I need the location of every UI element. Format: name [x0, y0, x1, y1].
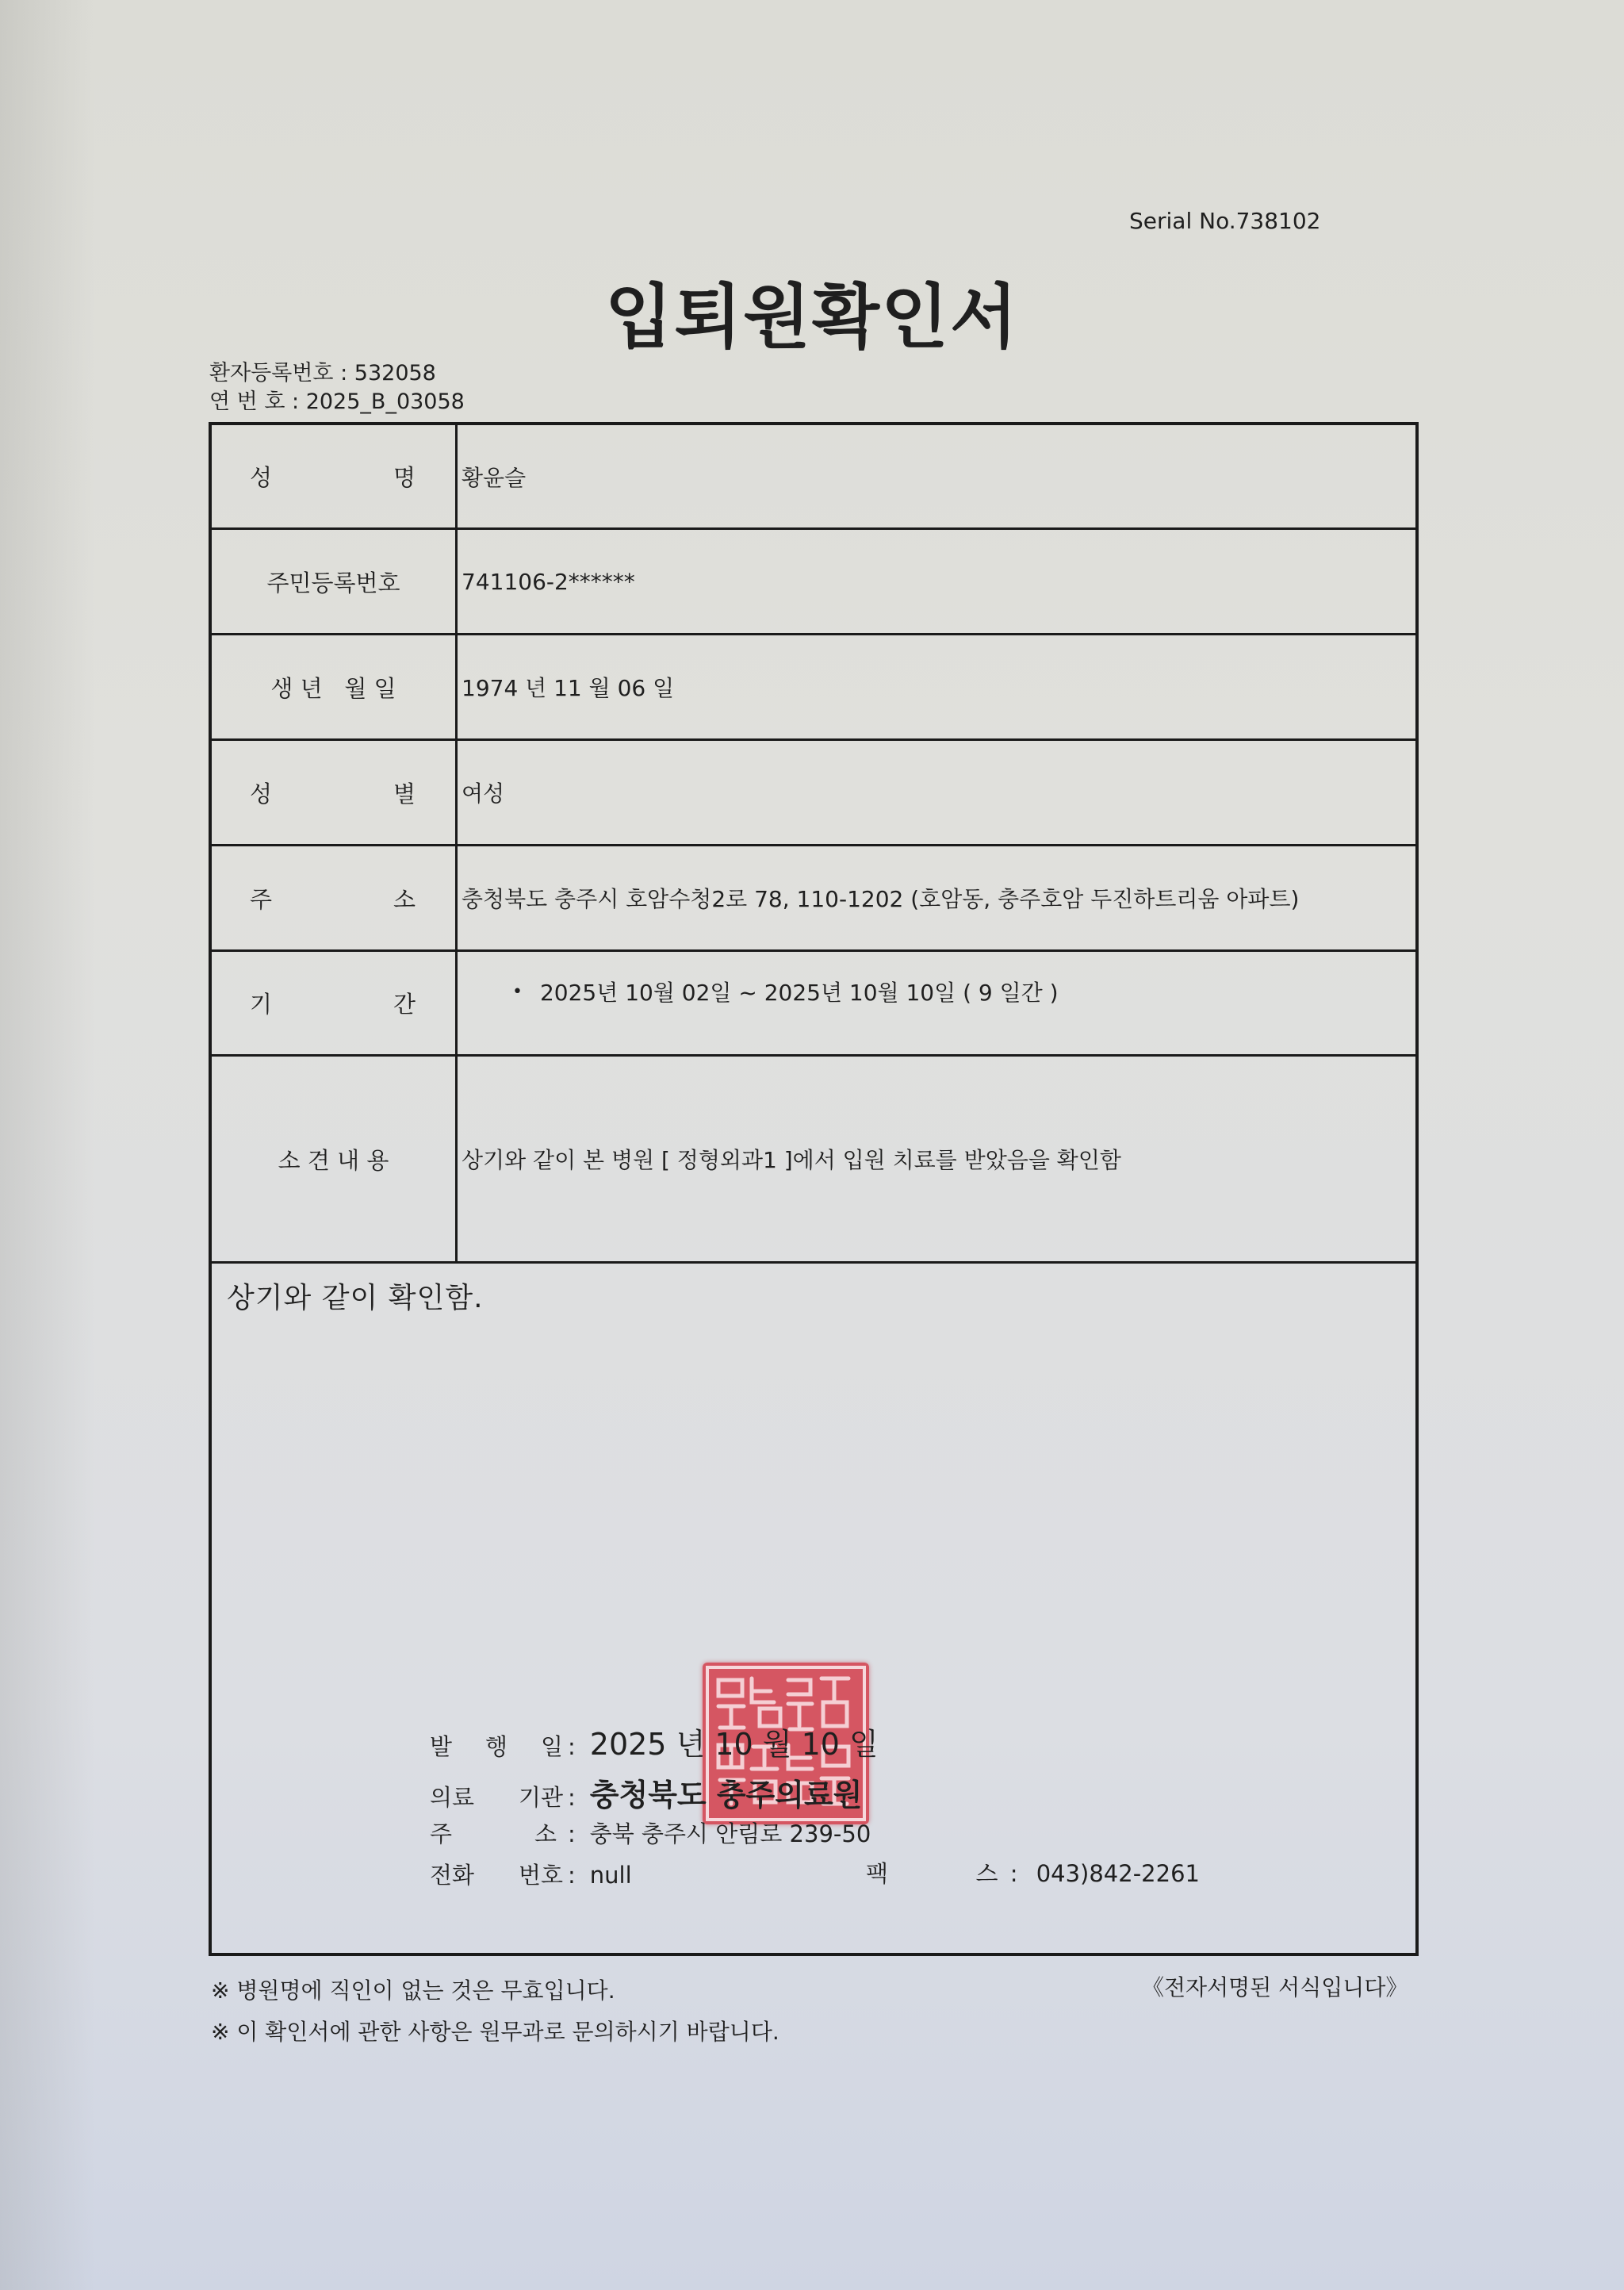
- issuer-address-value: 충북 충주시 안림로 239-50: [589, 1820, 871, 1847]
- serial-no-value: 2025_B_03058: [305, 389, 465, 414]
- fax-label-char: 스: [975, 1860, 998, 1887]
- serial-no-label: 연 번 호: [209, 389, 285, 414]
- footnote-inquiry: ※ 이 확인서에 관한 사항은 원무과로 문의하시기 바랍니다.: [211, 2019, 779, 2045]
- phone-label: [430, 1858, 563, 1890]
- institution-value: 충청북도 충주의료원: [589, 1778, 863, 1812]
- rrn-value: 741106-2******: [462, 568, 635, 595]
- opinion-label: 소 견 내 용: [278, 1146, 389, 1174]
- name-label: [212, 425, 455, 527]
- issue-colon: :: [568, 1820, 576, 1847]
- patient-registration-label: 환자등록번호: [209, 361, 334, 386]
- serial-no-line: [209, 384, 465, 415]
- fax-colon: :: [1009, 1860, 1018, 1887]
- issuer-address-label-char: 소: [534, 1820, 557, 1847]
- period-bullet: •: [512, 981, 523, 1002]
- period-value: [462, 952, 1405, 1031]
- birth-label: 생 년 월 일: [270, 674, 396, 702]
- address-label: [212, 846, 455, 949]
- table-row-divider: [212, 1261, 1415, 1264]
- serial-number: Serial No.738102: [1129, 208, 1321, 234]
- phone-label-char: 번호: [518, 1862, 563, 1889]
- issuer-address-label-char: 주: [430, 1820, 453, 1847]
- name-value: 황윤슬: [462, 464, 527, 491]
- issuer-address-label: [430, 1816, 563, 1849]
- period-label-char: 기: [250, 991, 273, 1018]
- address-label-char: 주: [250, 885, 273, 913]
- meta-colon: :: [292, 389, 306, 414]
- issue-date-value: 2025 년 10 월 10 일: [589, 1727, 879, 1762]
- fax-label-char: 팩: [866, 1860, 889, 1887]
- period-text: 2025년 10월 02일 ~ 2025년 10월 10일 ( 9 일간 ): [539, 980, 1059, 1006]
- phone-value: null: [589, 1862, 632, 1889]
- footnote-electronic-signature: 《전자서명된 서식입니다》: [1142, 1974, 1408, 2000]
- issue-date-label-char: 일: [540, 1733, 563, 1760]
- name-label-char: 성: [250, 464, 273, 491]
- issuer-address-row: [430, 1816, 871, 1849]
- institution-row: [430, 1770, 862, 1814]
- institution-label: [430, 1780, 563, 1812]
- rrn-label: 주민등록번호: [266, 569, 400, 596]
- issue-colon: :: [568, 1733, 576, 1760]
- period-label-char: 간: [393, 991, 416, 1018]
- patient-registration-line: [209, 355, 436, 386]
- sex-value: 여성: [462, 781, 505, 807]
- institution-label-char: 기관: [518, 1784, 563, 1811]
- address-label-char: 소: [393, 885, 416, 913]
- phone-label-char: 전화: [430, 1862, 475, 1889]
- sex-label-char: 별: [393, 780, 416, 807]
- sex-label-char: 성: [250, 780, 273, 807]
- issue-date-label: [430, 1729, 563, 1762]
- issue-colon: :: [568, 1862, 576, 1889]
- phone-row: [430, 1858, 632, 1890]
- confirmation-text: 상기와 같이 확인함.: [227, 1282, 484, 1314]
- issue-date-label-char: 행: [485, 1733, 508, 1760]
- address-value: 충청북도 충주시 호암수청2로 78, 110-1202 (호암동, 충주호암 두진하트리움 아파트): [462, 886, 1300, 912]
- birth-value: 1974 년 11 월 06 일: [462, 675, 675, 701]
- issue-date-label-char: 발: [430, 1733, 453, 1760]
- issue-date-row: [430, 1720, 879, 1763]
- opinion-value: 상기와 같이 본 병원 [ 정형외과1 ]에서 입원 치료를 받았음을 확인함: [462, 1147, 1121, 1173]
- sex-label: [212, 741, 455, 844]
- issue-colon: :: [568, 1784, 576, 1811]
- institution-label-char: 의료: [430, 1784, 475, 1811]
- name-label-char: 명: [393, 464, 416, 491]
- footnote-seal-validity: ※ 병원명에 직인이 없는 것은 무효입니다.: [211, 1977, 615, 2004]
- fax-value: 043)842-2261: [1036, 1860, 1200, 1887]
- fax-row: [866, 1856, 1200, 1889]
- period-label: [212, 952, 455, 1054]
- meta-colon: :: [340, 361, 354, 386]
- patient-registration-number: 532058: [354, 361, 436, 386]
- document-title: 입퇴원확인서: [604, 276, 1020, 358]
